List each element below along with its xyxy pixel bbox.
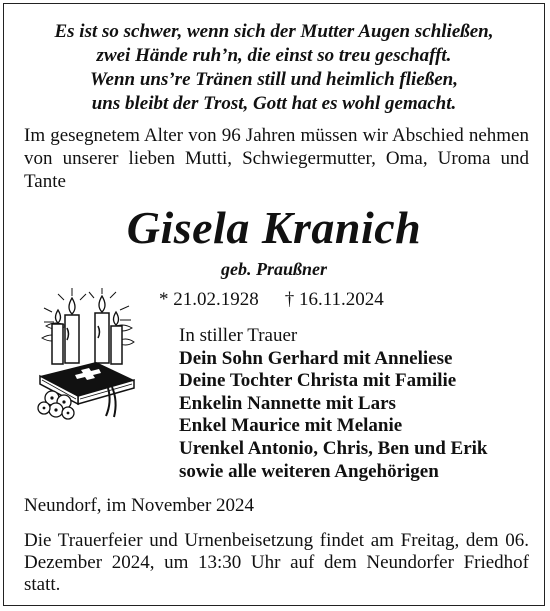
memorial-poem	[4, 20, 544, 116]
mourner-line: Deine Tochter Christa mit Familie	[179, 370, 457, 392]
death-date: † 16.11.2024	[284, 289, 384, 310]
mourner-line: Enkel Maurice mit Melanie	[179, 415, 403, 437]
mourner-line: sowie alle weiteren Angehörigen	[179, 460, 439, 482]
funeral-service-info: Die Trauerfeier und Urnenbeisetzung findet am Freitag, dem 06. Dezember 2024, um 13:30 Uhr auf dem Neundorfer Friedhof statt.	[24, 530, 529, 595]
obituary-notice	[3, 3, 545, 606]
life-dates	[159, 288, 384, 312]
mourner-line: Enkelin Nannette mit Lars	[179, 392, 396, 414]
mourners-list	[179, 325, 487, 483]
mourner-line: Urenkel Antonio, Chris, Ben und Erik	[179, 437, 488, 459]
poem-line: Wenn uns’re Tränen still und heimlich fließen,	[90, 69, 458, 90]
candles-bible-flowers-icon	[34, 288, 139, 423]
poem-line: Es ist so schwer, wenn sich der Mutter Augen schließen,	[54, 21, 494, 42]
poem-line: zwei Hände ruh’n, die einst so treu geschafft.	[96, 45, 452, 66]
poem-line: uns bleibt der Trost, Gott hat es wohl gemacht.	[91, 93, 457, 114]
mourner-line: Dein Sohn Gerhard mit Anneliese	[179, 347, 453, 369]
deceased-name: Gisela Kranich	[126, 202, 422, 253]
birth-date: * 21.02.1928	[159, 289, 259, 310]
intro-text: Im gesegnetem Alter von 96 Jahren müssen wir Abschied nehmen von unserer lieben Mutti, Schwiegermutter, Oma, Uroma und Tante	[24, 125, 529, 192]
place-date: Neundorf, im November 2024	[24, 495, 255, 516]
maiden-name: geb. Praußner	[220, 259, 327, 279]
mourners-heading: In stiller Trauer	[179, 325, 298, 346]
